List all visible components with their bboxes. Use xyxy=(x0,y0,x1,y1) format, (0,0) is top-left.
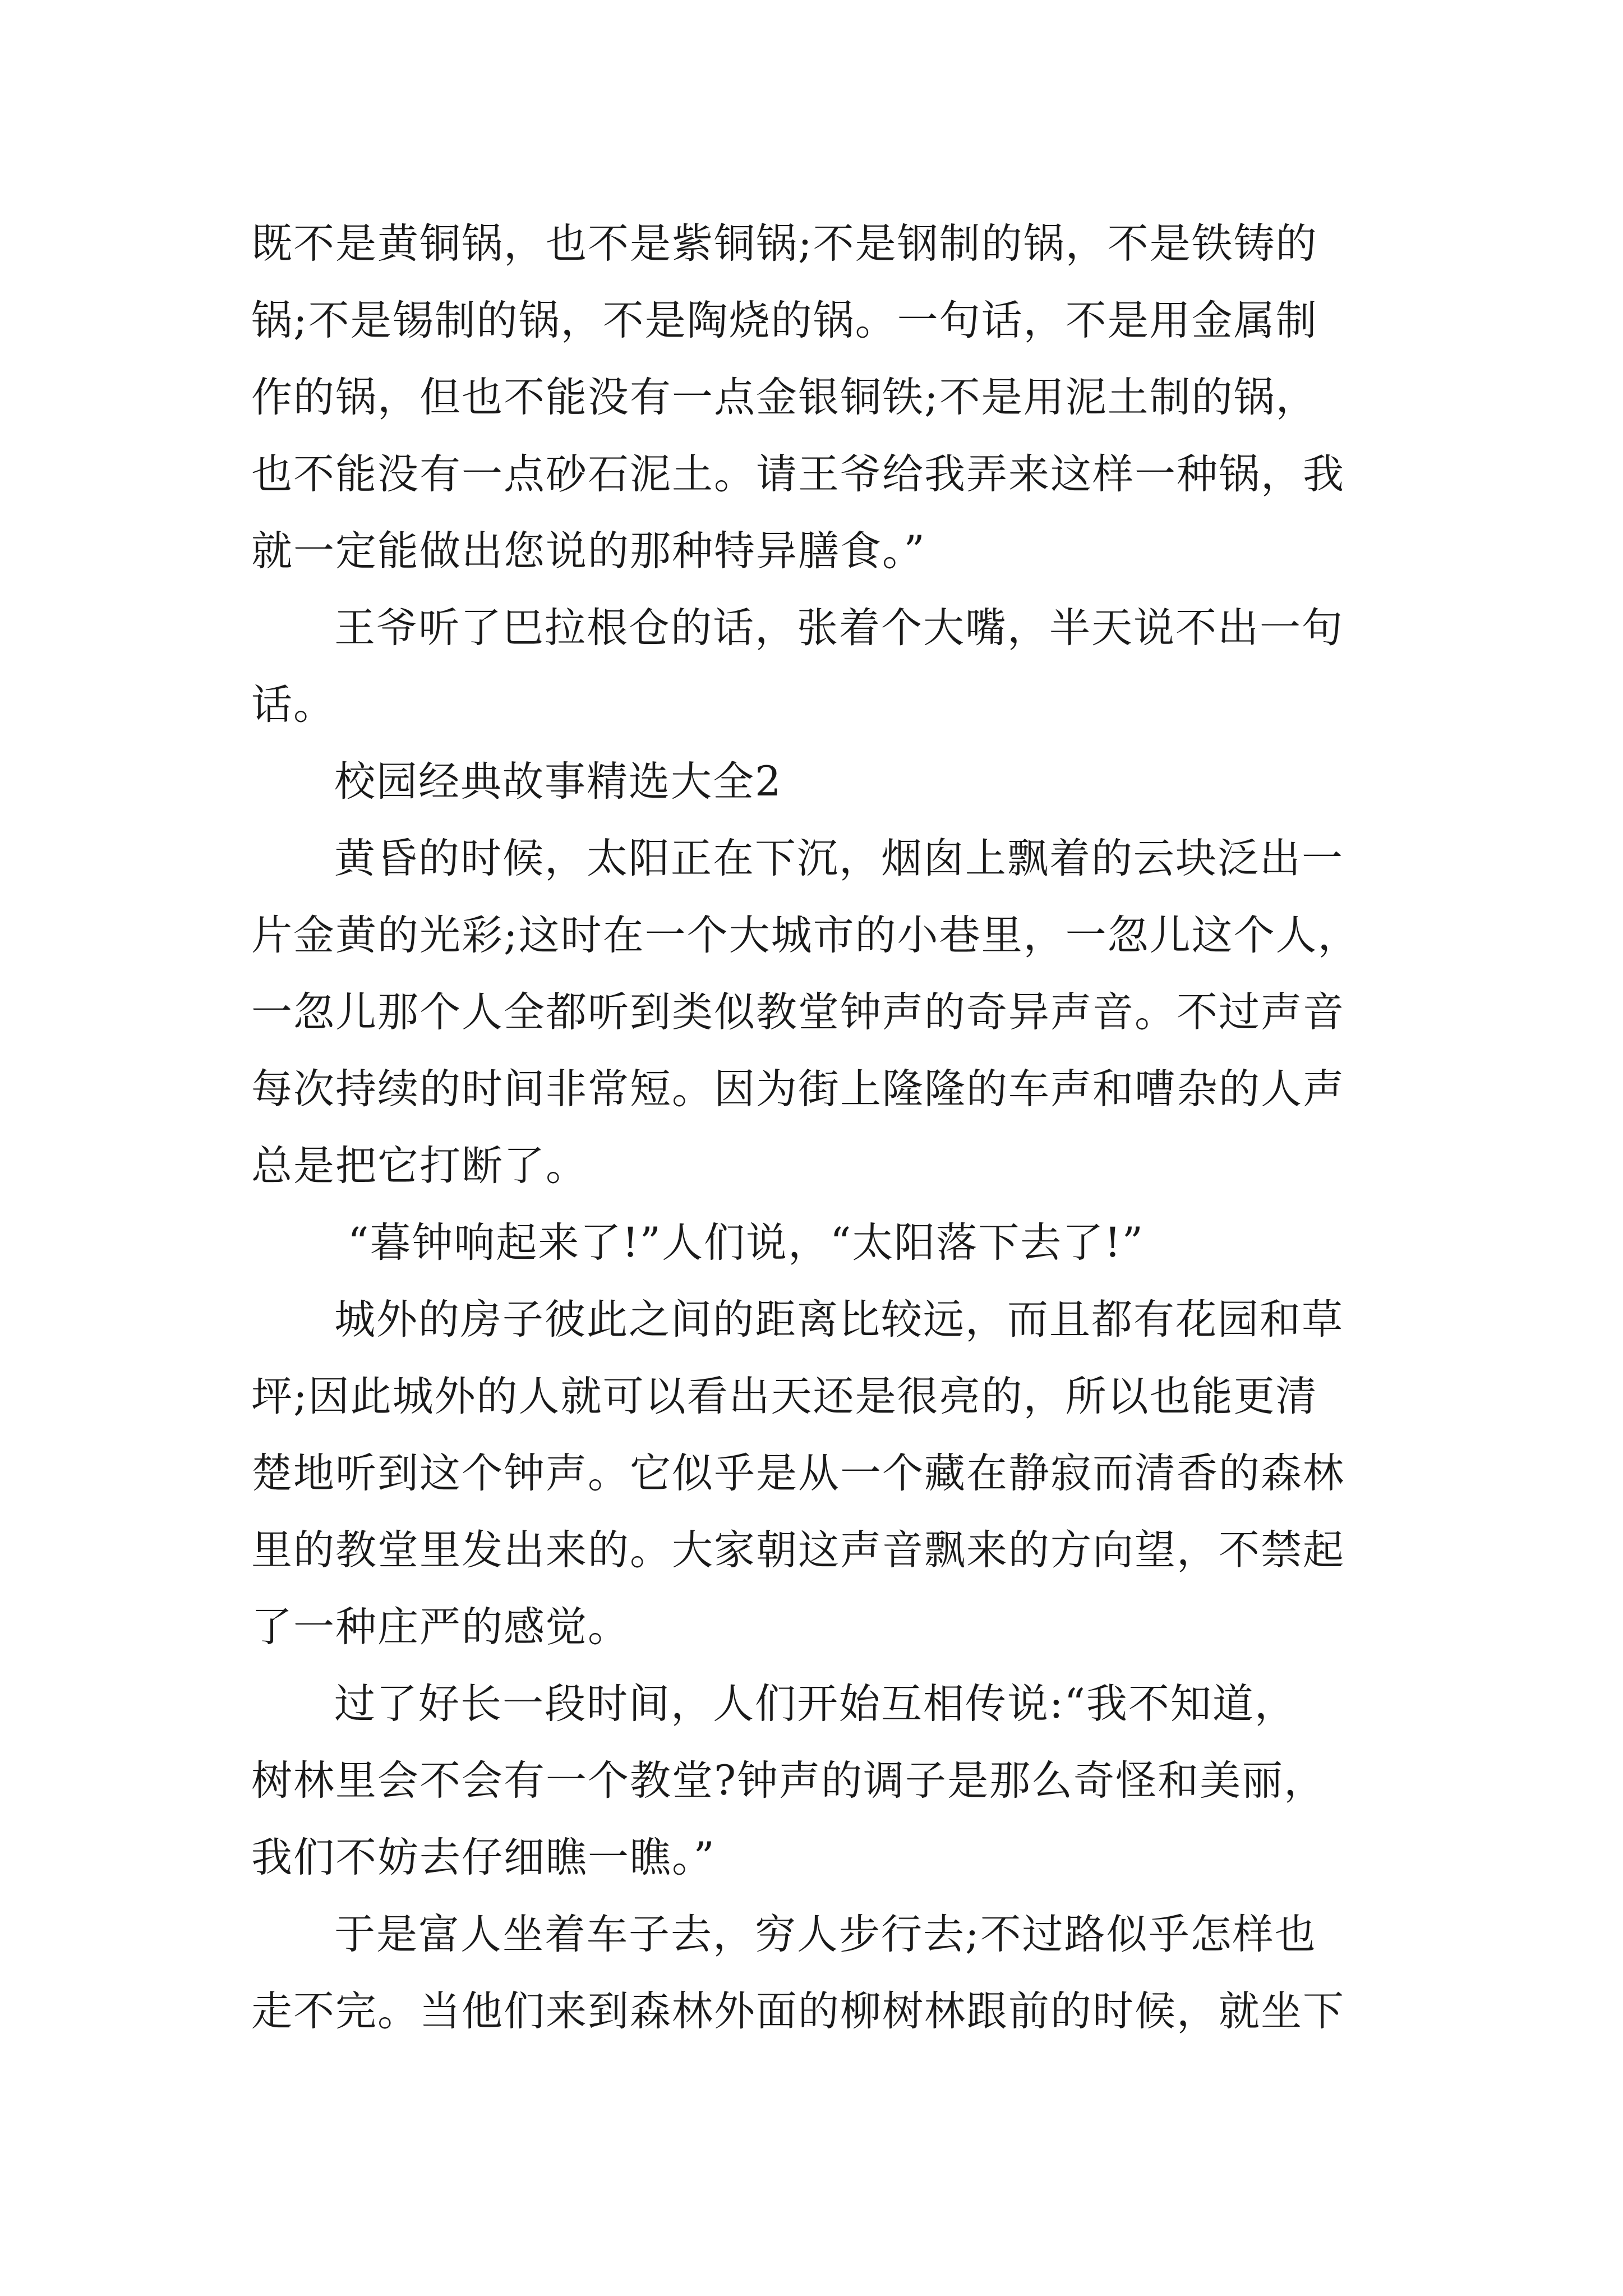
text-line: 一忽儿那个人全都听到类似教堂钟声的奇异声音。不过声音 xyxy=(251,988,1345,1036)
text-line: 树林里会不会有一个教堂?钟声的调子是那么奇怪和美丽， xyxy=(251,1757,1326,1805)
text-line: 话。 xyxy=(251,681,335,729)
text-line: 里的教堂里发出来的。大家朝这声音飘来的方向望，不禁起 xyxy=(251,1526,1345,1574)
paragraph-first-line: 城外的房子彼此之间的距离比较远，而且都有花园和草 xyxy=(334,1296,1344,1343)
text-line: 楚地听到这个钟声。它似乎是从一个藏在静寂而清香的森林 xyxy=(251,1450,1345,1497)
section-heading: 校园经典故事精选大全2 xyxy=(334,758,782,806)
text-line: 每次持续的时间非常短。因为街上隆隆的车声和嘈杂的人声 xyxy=(251,1065,1345,1113)
text-line: 总是把它打断了。 xyxy=(251,1142,588,1190)
text-line: 锅;不是锡制的锅，不是陶烧的锅。一句话，不是用金属制 xyxy=(251,297,1318,344)
text-line: 也不能没有一点砂石泥土。请王爷给我弄来这样一种锅，我 xyxy=(251,450,1345,498)
text-line: 作的锅，但也不能没有一点金银铜铁;不是用泥土制的锅， xyxy=(251,374,1318,421)
text-line: 走不完。当他们来到森林外面的柳树林跟前的时候，就坐下 xyxy=(251,1987,1345,2035)
text-line: 既不是黄铜锅，也不是紫铜锅;不是钢制的锅，不是铁铸的 xyxy=(251,220,1318,268)
text-line: 片金黄的光彩;这时在一个大城市的小巷里，一忽儿这个人， xyxy=(251,912,1360,959)
text-line: 就一定能做出您说的那种特异膳食。” xyxy=(251,527,926,575)
text-line: 了一种庄严的感觉。 xyxy=(251,1603,630,1651)
paragraph-first-line: 王爷听了巴拉根仓的话，张着个大嘴，半天说不出一句 xyxy=(334,604,1344,652)
text-line: 我们不妨去仔细瞧一瞧。” xyxy=(251,1834,716,1881)
paragraph-first-line: “暮钟响起来了!”人们说，“太阳落下去了!” xyxy=(348,1219,1144,1267)
text-line: 坪;因此城外的人就可以看出天还是很亮的，所以也能更清 xyxy=(251,1373,1318,1420)
paragraph-first-line: 过了好长一段时间，人们开始互相传说:“我不知道， xyxy=(334,1680,1297,1728)
paragraph-first-line: 黄昏的时候，太阳正在下沉，烟囱上飘着的云块泛出一 xyxy=(334,835,1344,882)
paragraph-first-line: 于是富人坐着车子去，穷人步行去;不过路似乎怎样也 xyxy=(334,1911,1317,1958)
